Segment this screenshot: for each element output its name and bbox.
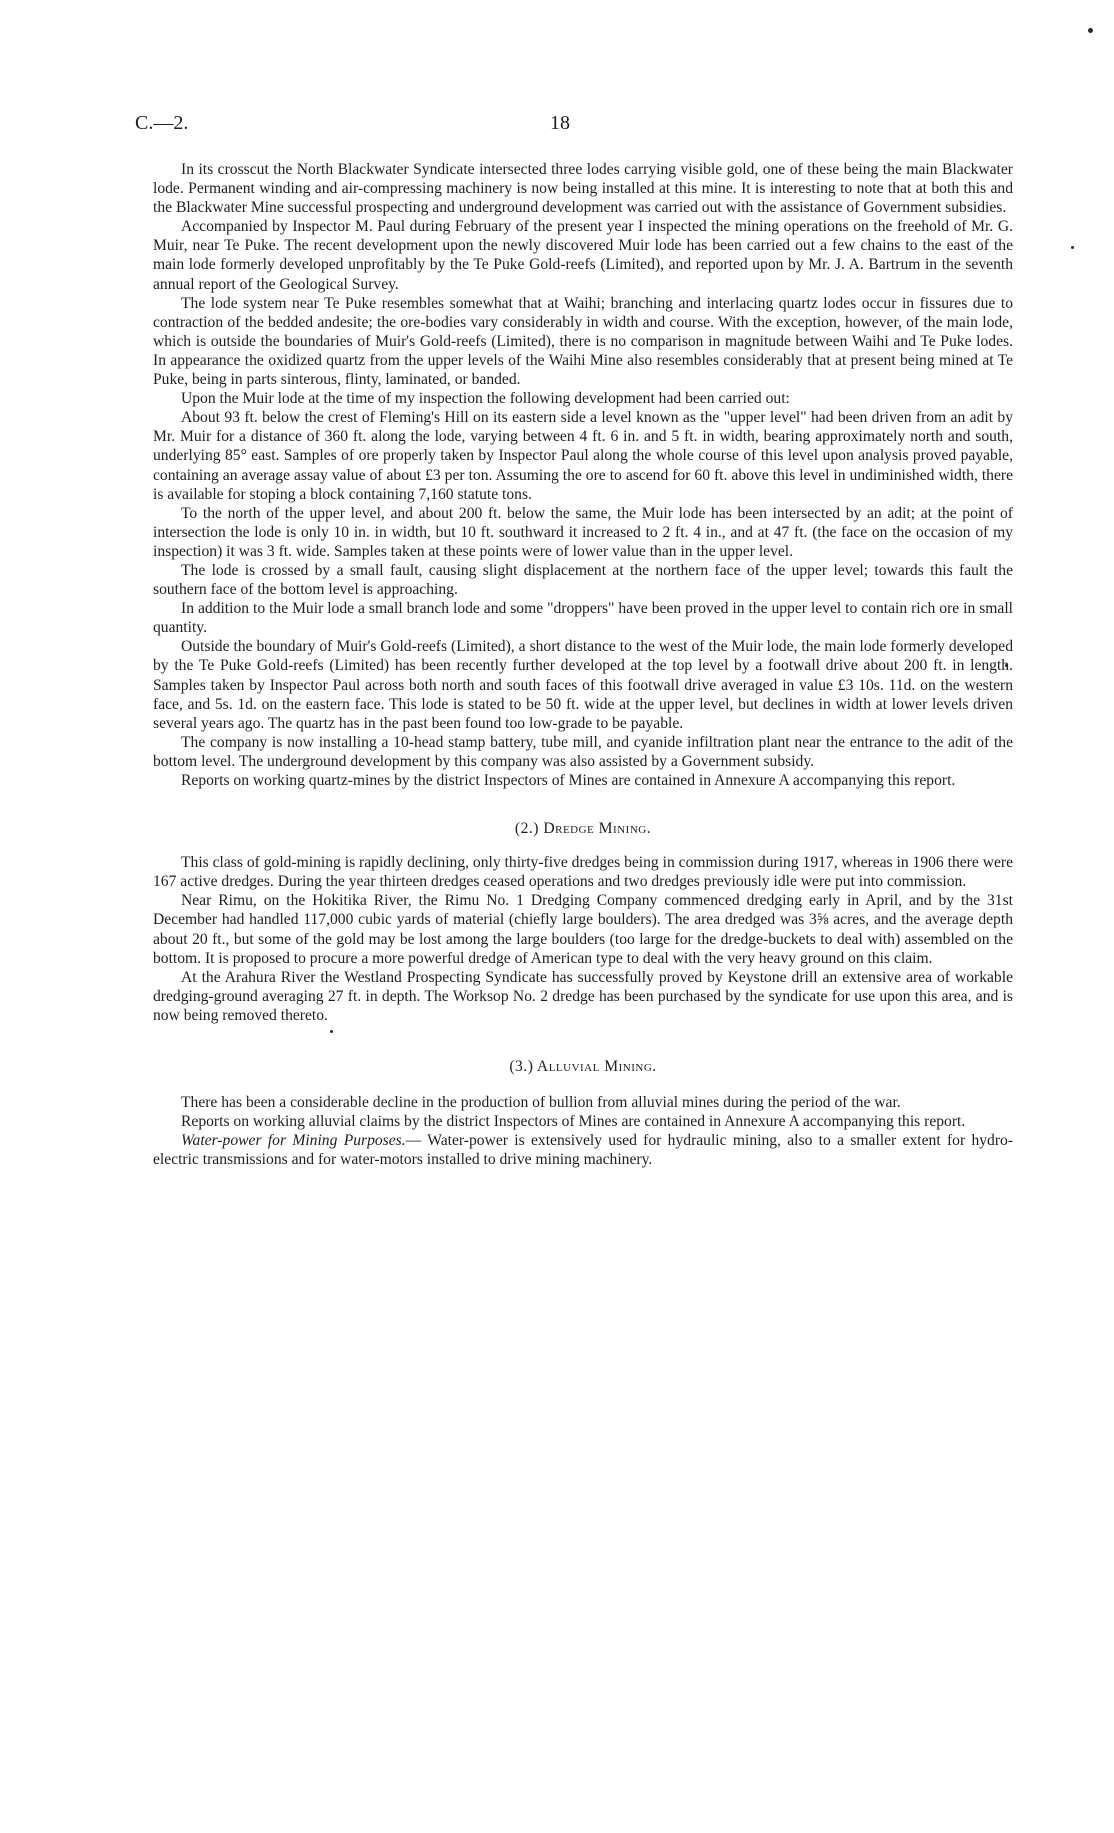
scan-speck — [1071, 246, 1074, 249]
paragraph-quartz-reports: Reports on working quartz-mines by the district Inspectors of Mines are contained in Annexure A accompanying this report. — [181, 772, 956, 789]
paragraph-te-puke-inspection: Accompanied by Inspector M. Paul during February of the present year I inspected the mining operations on the freehold of Mr. G. Muir, near Te Puke. The recent development upon the newly discovered Muir lode has been carried out a few chains to the east of the main lode formerly developed unprofitably by the Te Puke Gold-reefs (Limited), and reported upon by Mr. J. A. Bartrum in the seventh annual report of the Geological Survey. — [153, 218, 1013, 293]
body-text — [153, 160, 1013, 1170]
water-power-text: — Water-power is extensively used for hydraulic mining, also to a smaller extent for hydro-electric transmissions and for water-motors installed to drive mining machinery. — [153, 1132, 1014, 1169]
paragraph-dredge-decline: This class of gold-mining is rapidly declining, only thirty-five dredges being in commission during 1917, whereas in 1906 there were 167 active dredges. During the year thirteen dredges ceased operations and two dredges previously idle were put into commission. — [153, 854, 1013, 891]
paragraph-north-adit: To the north of the upper level, and about 200 ft. below the same, the Muir lode has been intersected by an adit; at the point of intersection the lode is only 10 in. in width, but 10 ft. southward it increased to 2 ft. 4 in., and at 47 ft. (the face on the occasion of my inspection) it was 3 ft. wide. Samples taken at these points were of lower value than in the upper level. — [153, 504, 1013, 560]
paragraph-branch-lode: In addition to the Muir lode a small branch lode and some "droppers" have been proved in the upper level to contain rich ore in small quantity. — [153, 600, 1013, 637]
paragraph-north-blackwater: In its crosscut the North Blackwater Syndicate intersected three lodes carrying visible gold, one of these being the main Blackwater lode. Permanent winding and air-compressing machinery is now being installed at this mine. It is interesting to note that at both this and the Blackwater Mine successful prospecting and underground development was carried out with the assistance of Government subsidies. — [153, 161, 1013, 217]
page-header — [135, 112, 1013, 140]
paragraph-upper-level: About 93 ft. below the crest of Fleming's Hill on its eastern side a level known as the "upper level" had been driven from an adit by Mr. Muir for a distance of 360 ft. along the lode, varying between 4 ft. 6 in. and 5 ft. in width, bearing approximately north and south, underlying 85° east. Samples of ore properly taken by Inspector Paul along the whole course of this level upon analysis proved payable, containing an average assay value of about £3 per ton. Assuming the ore to ascend for 60 ft. above this level in undiminished width, there is available for stoping a block containing 7,160 statute tons. — [153, 409, 1013, 503]
paragraph-rimu-dredging: Near Rimu, on the Hokitika River, the Rimu No. 1 Dredging Company commenced dredging early in April, and by the 31st December had handled 117,000 cubic yards of material (chiefly large boulders). The area dredged was 3⅝ acres, and the average depth about 20 ft., but some of the gold may be lost among the large boulders (too large for the dredge-buckets to deal with) assembled on the bottom. It is proposed to procure a more powerful dredge of American type to deal with the very heavy ground on this claim. — [153, 892, 1013, 967]
heading-alluvial-mining: (3.) Alluvial Mining. — [509, 1058, 657, 1076]
heading-dredge-mining: (2.) Dredge Mining. — [514, 820, 652, 838]
paragraph-lode-system: The lode system near Te Puke resembles somewhat that at Waihi; branching and interlacing quartz lodes occur in fissures due to contraction of the bedded andesite; the ore-bodies vary considerably in width and course. With the exception, however, of the main lode, which is outside the boundaries of Muir's Gold-reefs (Limited), there is no comparison in magnitude between Waihi and Te Puke lodes. In appearance the oxidized quartz from the upper levels of the Waihi Mine also resembles considerably that at present being mined at Te Puke, being in parts sinterous, flinty, laminated, or banded. — [153, 294, 1013, 389]
paragraph-fault: The lode is crossed by a small fault, causing slight displacement at the northern face of the upper level; towards this fault the southern face of the bottom level is approaching. — [153, 561, 1013, 599]
paragraph-alluvial-reports: Reports on working alluvial claims by the district Inspectors of Mines are contained in Annexure A accompanying this report. — [181, 1113, 966, 1131]
paragraph-development-intro: Upon the Muir lode at the time of my inspection the following development had been carried out: — [181, 390, 790, 408]
scan-speck — [1088, 28, 1093, 33]
water-power-title: Water-power for Mining Purposes. — [181, 1132, 406, 1150]
paragraph-main-lode: Outside the boundary of Muir's Gold-reefs (Limited), a short distance to the west of the Muir lode, the main lode formerly developed by the Te Puke Gold-reefs (Limited) has been recently further developed at the top level by a footwall drive about 200 ft. in length. Samples taken by Inspector Paul across both north and south faces of this footwall drive averaged in value £3 10s. 11d. on the western face, and 5s. 1d. on the eastern face. This lode is stated to be 50 ft. wide at the upper level, but declines in width at lower levels driven several years ago. The quartz has in the past been found too low-grade to be payable. — [153, 638, 1013, 732]
document-reference: C.—2. — [135, 112, 189, 134]
paragraph-arahura: At the Arahura River the Westland Prospecting Syndicate has successfully proved by Keystone drill an extensive area of workable dredging-ground averaging 27 ft. in depth. The Worksop No. 2 dredge has been purchased by the syndicate for use upon this area, and is now being removed thereto. — [153, 968, 1013, 1024]
page-number: 18 — [550, 112, 570, 134]
paragraph-water-power — [153, 1131, 1013, 1169]
paragraph-stamp-battery: The company is now installing a 10-head stamp battery, tube mill, and cyanide infiltration plant near the entrance to the adit of the bottom level. The underground development by this company was also assisted by a Government subsidy. — [153, 733, 1013, 770]
paragraph-alluvial-decline: There has been a considerable decline in the production of bullion from alluvial mines during the period of the war. — [181, 1094, 901, 1112]
